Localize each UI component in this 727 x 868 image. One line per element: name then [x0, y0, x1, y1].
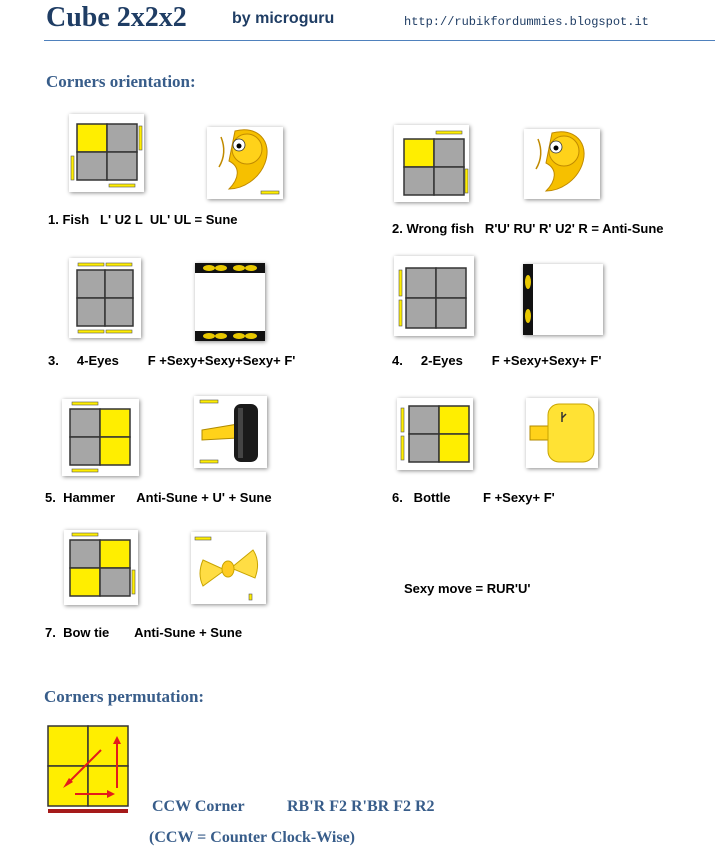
- header-rule: [44, 40, 715, 41]
- ccw-corner-diagram: [45, 724, 131, 816]
- fish-diagram: [69, 114, 144, 192]
- bow-tie-picture: [191, 532, 266, 604]
- case-bow-tie-label: 7. Bow tie Anti-Sune + Sune: [45, 625, 243, 640]
- case-bottle-label: 6. Bottle F +Sexy+ F': [392, 490, 555, 505]
- ccw-corner-algorithm: RB'R F2 R'BR F2 R2: [287, 798, 435, 815]
- hammer-picture: [194, 396, 267, 468]
- permutation-heading: Corners permutation:: [44, 687, 205, 706]
- case-fish-label: 1. Fish L' U2 L UL' UL = Sune: [48, 212, 238, 227]
- bottle-picture: [526, 398, 598, 468]
- ccw-corner-name: CCW Corner: [152, 798, 245, 815]
- bow-tie-diagram: [64, 530, 138, 605]
- ccw-definition-note: (CCW = Counter Clock-Wise): [149, 829, 355, 846]
- orientation-heading: Corners orientation:: [46, 72, 196, 91]
- case-hammer-label: 5. Hammer Anti-Sune + U' + Sune: [45, 490, 272, 505]
- sexy-move-definition: Sexy move = RUR'U': [404, 581, 531, 596]
- two-eyes-picture: [523, 264, 603, 335]
- case-four-eyes-label: 3. 4-Eyes F +Sexy+Sexy+Sexy+ F': [48, 353, 296, 368]
- page-title: Cube 2x2x2: [46, 2, 187, 33]
- four-eyes-picture: [195, 263, 265, 341]
- two-eyes-diagram: [394, 256, 474, 336]
- case-two-eyes-label: 4. 2-Eyes F +Sexy+Sexy+ F': [392, 353, 602, 368]
- blog-url: http://rubikfordummies.blogspot.it: [404, 15, 649, 29]
- case-wrong-fish-label: 2. Wrong fish R'U' RU' R' U2' R = Anti-Sune: [392, 221, 664, 236]
- wrong-fish-picture: [524, 129, 600, 199]
- fish-picture: [207, 127, 283, 199]
- wrong-fish-diagram: [394, 125, 469, 202]
- hammer-diagram: [62, 399, 139, 476]
- bottle-diagram: [397, 398, 473, 470]
- author-byline: by microguru: [232, 10, 335, 27]
- four-eyes-diagram: [69, 258, 141, 338]
